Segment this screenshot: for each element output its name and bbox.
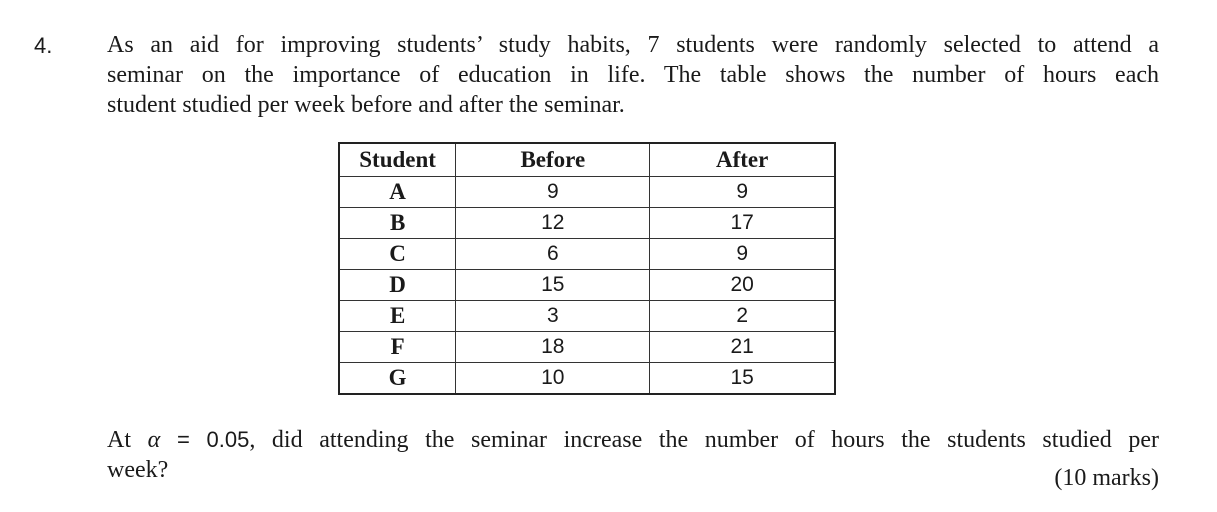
after-cell: 21: [650, 332, 835, 363]
table-row: [339, 270, 835, 301]
table-row: [339, 301, 835, 332]
alpha-value: = 0.05: [160, 427, 250, 452]
intro-line: student studied per week before and after the seminar.: [107, 92, 625, 118]
table-row: [339, 363, 835, 395]
after-cell: 9: [650, 177, 835, 208]
student-cell: A: [339, 177, 456, 208]
question-intro: [107, 30, 1159, 120]
table-row: [339, 208, 835, 239]
table-row: [339, 332, 835, 363]
question-line: [107, 425, 1159, 455]
intro-line: seminar on the importance of education in life. The table shows the number of hours each: [107, 62, 1159, 88]
before-cell: 10: [456, 363, 650, 395]
question-number: 4.: [34, 33, 53, 58]
table-row: [339, 177, 835, 208]
student-cell: E: [339, 301, 456, 332]
student-cell: F: [339, 332, 456, 363]
student-cell: D: [339, 270, 456, 301]
table-header-row: [339, 143, 835, 177]
before-cell: 3: [456, 301, 650, 332]
alpha-symbol: α: [147, 427, 161, 453]
prompt-prefix: At: [107, 427, 131, 453]
prompt-text: , did attending the seminar increase the number of hours the students studied per: [249, 427, 1160, 453]
after-cell: 2: [650, 301, 835, 332]
hypothesis-question: [107, 425, 1159, 485]
table-row: [339, 239, 835, 270]
header-student: Student: [339, 143, 456, 177]
marks-label: (10 marks): [1054, 465, 1159, 491]
student-cell: B: [339, 208, 456, 239]
student-cell: G: [339, 363, 456, 395]
intro-line: As an aid for improving students’ study habits, 7 students were randomly selected to attend a: [107, 32, 1159, 58]
before-cell: 6: [456, 239, 650, 270]
after-cell: 15: [650, 363, 835, 395]
question-line: week?: [107, 457, 169, 483]
after-cell: 17: [650, 208, 835, 239]
after-cell: 20: [650, 270, 835, 301]
study-hours-table: [338, 142, 836, 395]
header-before: Before: [456, 143, 650, 177]
before-cell: 12: [456, 208, 650, 239]
before-cell: 18: [456, 332, 650, 363]
student-cell: C: [339, 239, 456, 270]
header-after: After: [650, 143, 835, 177]
before-cell: 9: [456, 177, 650, 208]
after-cell: 9: [650, 239, 835, 270]
before-cell: 15: [456, 270, 650, 301]
